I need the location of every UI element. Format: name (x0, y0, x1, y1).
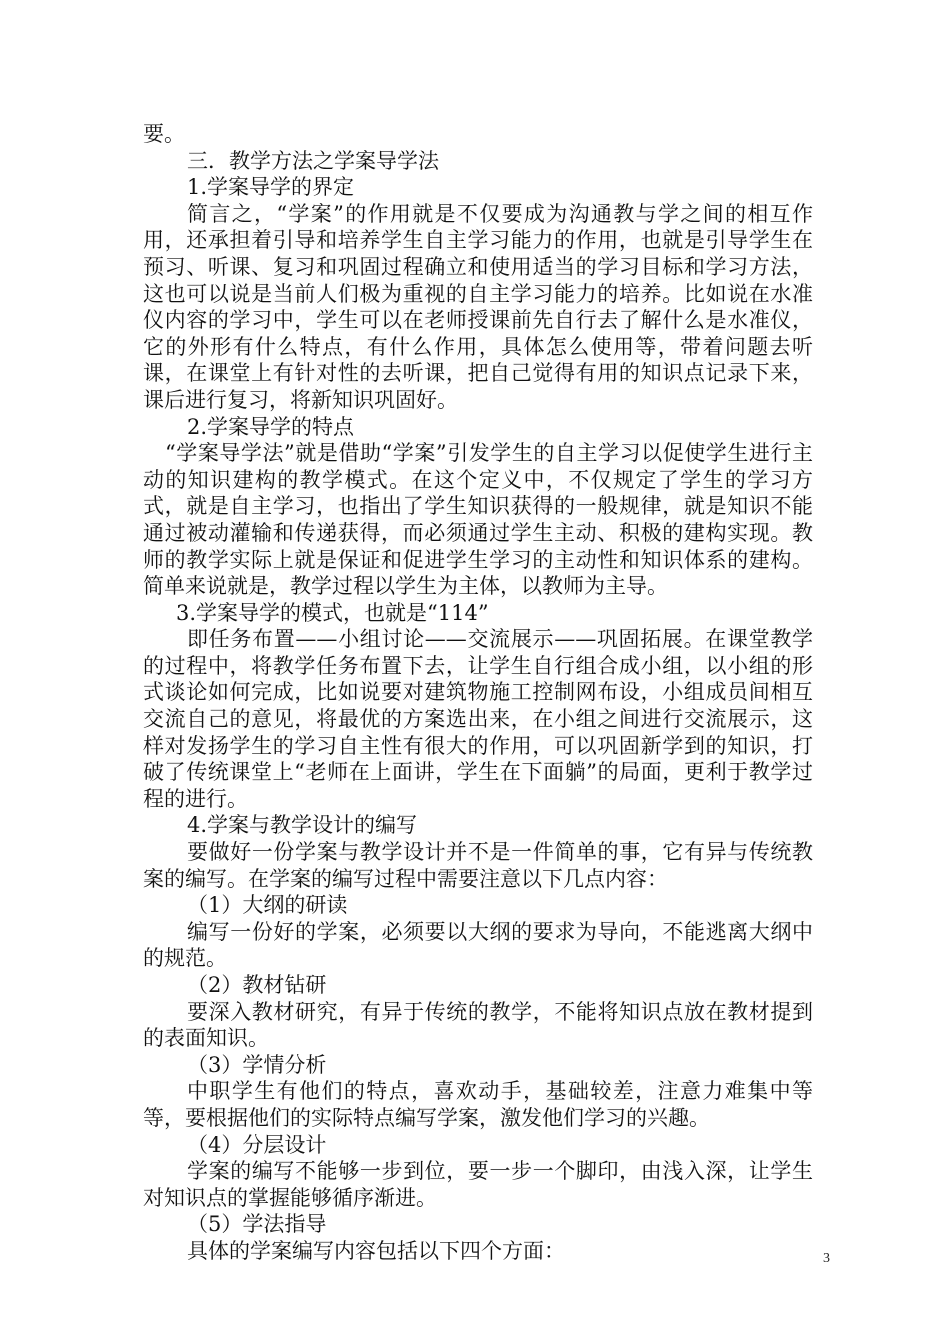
subsection-heading: 2.学案导学的特点 (187, 414, 355, 439)
body-paragraph: 要做好一份学案与教学设计并不是一件简单的事，它有异与传统教案的编写。在学案的编写过程中需要注意以下几点内容： (143, 840, 813, 891)
body-paragraph: 具体的学案编写内容包括以下四个方面： (187, 1238, 565, 1263)
body-paragraph: 中职学生有他们的特点，喜欢动手，基础较差，注意力难集中等等，要根据他们的实际特点编写学案，激发他们学习的兴趣。 (143, 1079, 813, 1130)
body-paragraph: “学案导学法”就是借助“学案”引发学生的自主学习以促使学生进行主动的知识建构的教学模式。在这个定义中，不仅规定了学生的学习方式，就是自主学习，也指出了学生知识获得的一般规律，就是知识不能通过被动灌输和传递获得，而必须通过学生主动、积极的建构实现。教师的教学实际上就是保证和促进学生学习的主动性和知识体系的建构。简单来说就是，教学过程以学生为主体，以教师为主导。 (143, 441, 813, 599)
document-body (143, 121, 813, 1265)
subsection-heading: 1.学案导学的界定 (187, 175, 355, 200)
list-heading: （3）学情分析 (187, 1052, 327, 1077)
section-heading: 三．教学方法之学案导学法 (187, 148, 439, 173)
list-heading: （5）学法指导 (187, 1212, 327, 1237)
body-paragraph: 即任务布置——小组讨论——交流展示——巩固拓展。在课堂教学的过程中，将教学任务布置下去，让学生自行组合成小组，以小组的形式谈论如何完成，比如说要对建筑物施工控制网布设，小组成员间相互交流自己的意见，将最优的方案选出来，在小组之间进行交流展示，这样对发扬学生的学习自主性有很大的作用，可以巩固新学到的知识，打破了传统课堂上“老师在上面讲，学生在下面躺”的局面，更利于教学过程的进行。 (143, 627, 813, 811)
subsection-heading: 3.学案导学的模式，也就是“114” (176, 600, 489, 625)
body-paragraph: 编写一份好的学案，必须要以大纲的要求为导向，不能逃离大纲中的规范。 (143, 919, 813, 971)
list-heading: （2）教材钻研 (187, 973, 327, 997)
body-paragraph: 学案的编写不能够一步到位，要一步一个脚印，由浅入深，让学生对知识点的掌握能够循序渐进。 (143, 1159, 813, 1210)
body-paragraph: 简言之，“学案”的作用就是不仅要成为沟通教与学之间的相互作用，还承担着引导和培养学生自主学习能力的作用，也就是引导学生在预习、听课、复习和巩固过程确立和使用适当的学习目标和学习方法，这也可以说是当前人们极为重视的自主学习能力的培养。比如说在水准仪内容的学习中，学生可以在老师授课前先自行去了解什么是水准仪，它的外形有什么特点，有什么作用，具体怎么使用等，带着问题去听课，在课堂上有针对性的去听课，把自己觉得有用的知识点记录下来，课后进行复习，将新知识巩固好。 (143, 201, 813, 412)
paragraph-continuation: 要。 (143, 122, 185, 146)
list-heading: （1）大纲的研读 (187, 893, 348, 918)
subsection-heading: 4.学案与教学设计的编写 (187, 813, 418, 838)
body-paragraph: 要深入教材研究，有异于传统的教学，不能将知识点放在教材提到的表面知识。 (143, 999, 813, 1051)
list-heading: （4）分层设计 (187, 1132, 327, 1157)
page-number: 3 (823, 1251, 830, 1266)
